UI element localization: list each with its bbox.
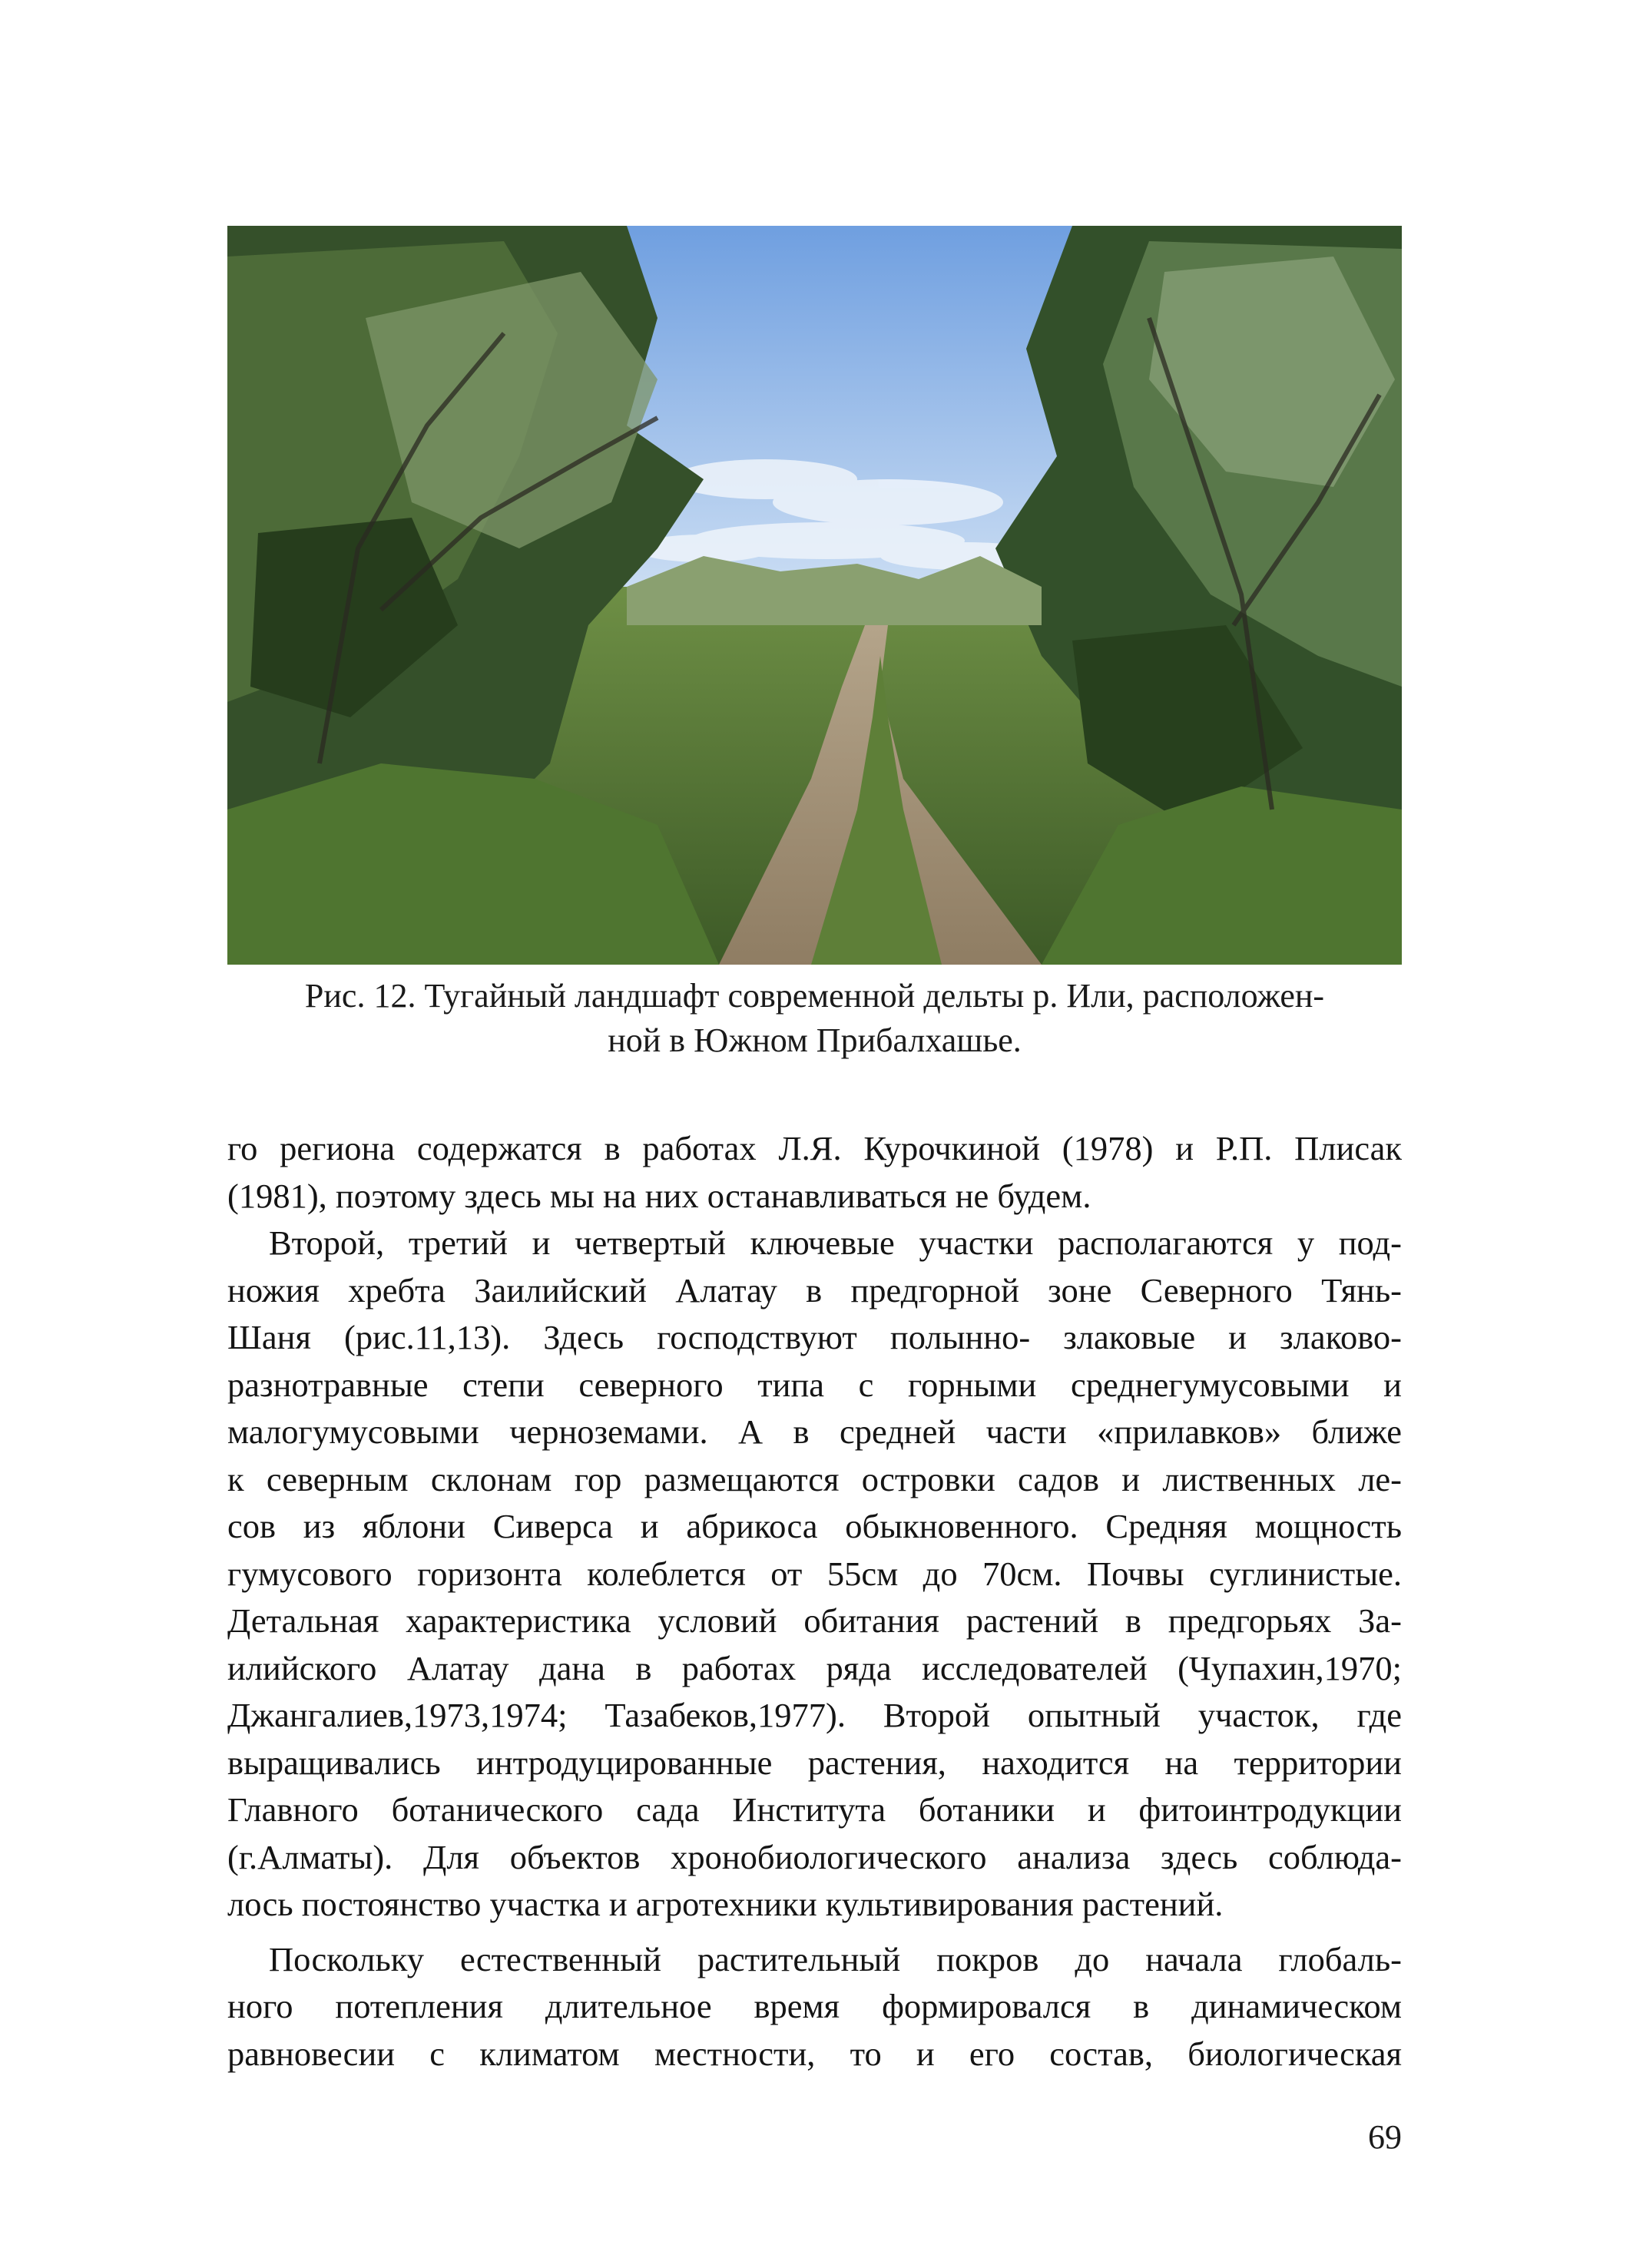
page-number: 69: [1368, 2118, 1402, 2156]
text-line: к северным склонам гор размещаются островки садов и лиственных ле-: [227, 1459, 1402, 1498]
text-line: го региона содержатся в работах Л.Я. Курочкиной (1978) и Р.П. Плисак: [227, 1129, 1402, 1167]
text-line: ного потепления длительное время формировался в динамическом: [227, 1987, 1402, 2025]
paragraph: [227, 1936, 1402, 2078]
text-line: выращивались интродуцированные растения, находится на территории: [227, 1743, 1402, 1782]
text-line: разнотравные степи северного типа с горными среднегумусовыми и: [227, 1365, 1402, 1404]
paragraph-gap: [227, 1929, 1402, 1936]
text-line: Второй, третий и четвертый ключевые участки располагаются у под-: [269, 1223, 1402, 1262]
caption-line: ной в Южном Прибалхашье.: [608, 1021, 1022, 1059]
text-line: гумусового горизонта колеблется от 55см до 70см. Почвы суглинистые.: [227, 1554, 1402, 1593]
paragraph: [227, 1125, 1402, 1220]
landscape-photo-icon: [227, 226, 1402, 965]
figure-caption: [227, 974, 1402, 1063]
text-line: (г.Алматы). Для объектов хронобиологического анализа здесь соблюда-: [227, 1837, 1402, 1876]
text-line: Джангалиев,1973,1974; Тазабеков,1977). Второй опытный участок, где: [227, 1696, 1402, 1734]
text-line: Главного ботанического сада Института ботаники и фитоинтродукции: [227, 1790, 1402, 1829]
text-line: Поскольку естественный растительный покров до начала глобаль-: [269, 1939, 1402, 1978]
figure-photo-tugai-landscape: [227, 226, 1402, 965]
text-line: лось постоянство участка и агротехники культивирования растений.: [227, 1885, 1224, 1923]
text-line: равновесии с климатом местности, то и его состав, биологическая: [227, 2034, 1402, 2073]
text-line: (1981), поэтому здесь мы на них останавливаться не будем.: [227, 1176, 1091, 1215]
body-text: [227, 1125, 1402, 2078]
text-line: малогумусовыми черноземами. А в средней части «прилавков» ближе: [227, 1412, 1402, 1451]
distant-bushes: [627, 556, 1042, 625]
text-line: Шаня (рис.11,13). Здесь господствуют полынно- злаковые и злаково-: [227, 1318, 1402, 1356]
text-line: Детальная характеристика условий обитания растений в предгорьях За-: [227, 1601, 1402, 1640]
text-line: ножия хребта Заилийский Алатау в предгорной зоне Северного Тянь-: [227, 1270, 1402, 1309]
caption-line: Рис. 12. Тугайный ландшафт современной дельты р. Или, расположен-: [304, 977, 1325, 1015]
text-line: сов из яблони Сиверса и абрикоса обыкновенного. Средняя мощность: [227, 1507, 1402, 1545]
paragraph: [227, 1220, 1402, 1929]
text-line: илийского Алатау дана в работах ряда исследователей (Чупахин,1970;: [227, 1648, 1402, 1687]
